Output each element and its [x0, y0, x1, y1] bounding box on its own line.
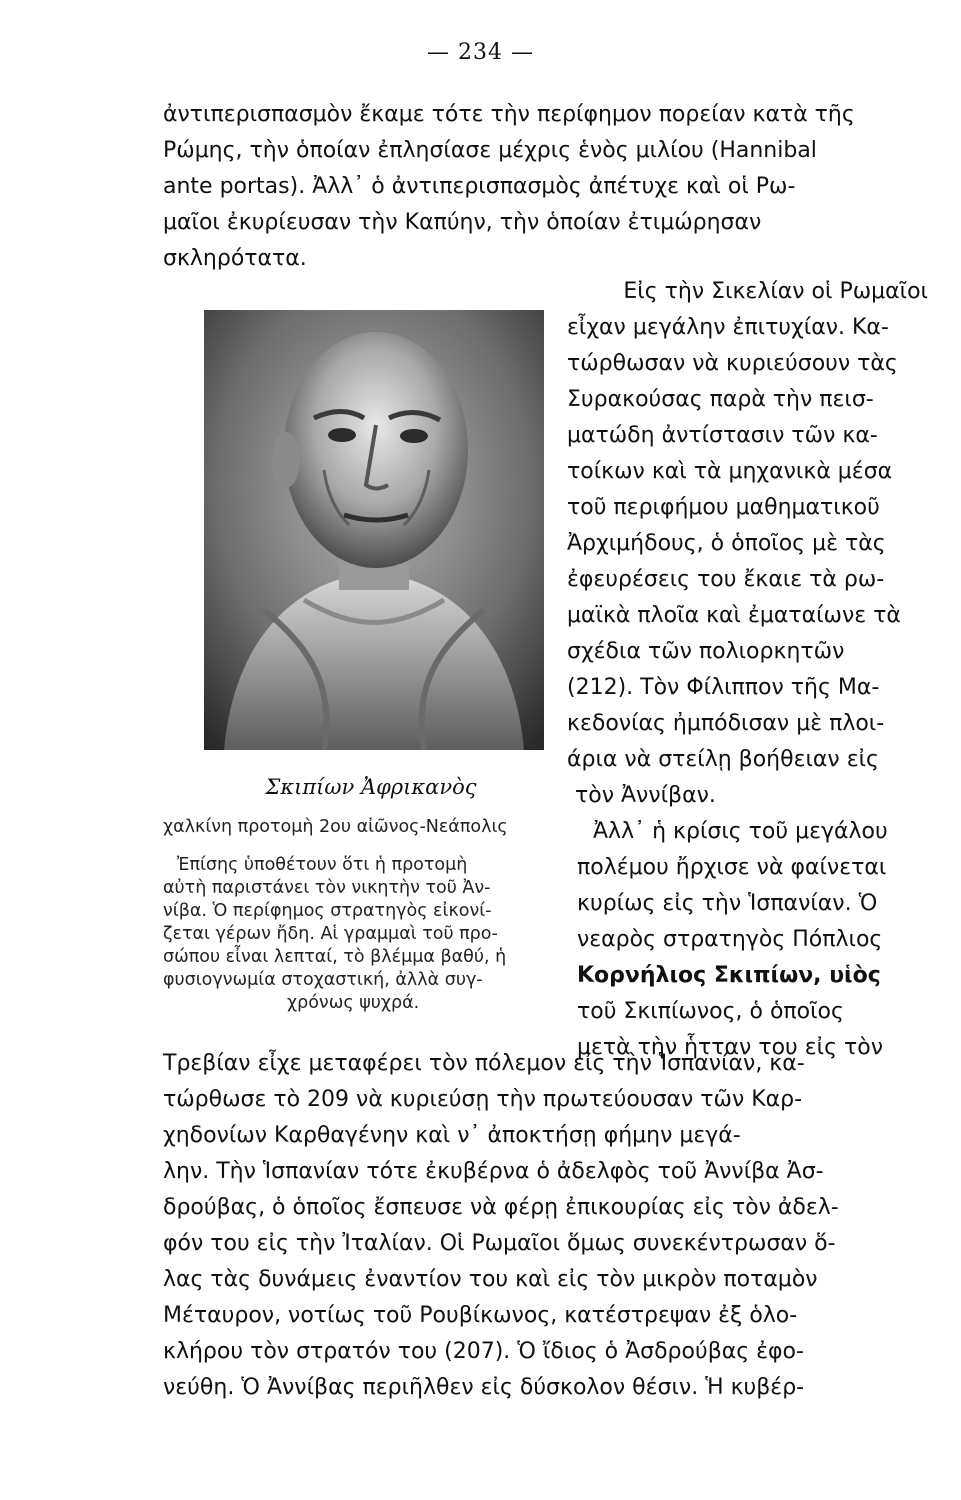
- text-line: σχέδια τῶν πολιορκητῶν: [567, 639, 845, 664]
- text-line: μαῖοι ἐκυρίευσαν τὴν Καπύην, τὴν ὁποίαν ἐτιμώρησαν: [163, 210, 762, 235]
- caption-line: αὐτὴ παριστάνει τὸν νικητὴν τοῦ Ἀν-: [163, 878, 491, 898]
- text-line: δρούβας, ὁ ὁποῖος ἔσπευσε νὰ φέρῃ ἐπικουρίας εἰς τὸν ἀδελ-: [163, 1195, 839, 1220]
- text-line: λας τὰς δυνάμεις ἐναντίον του καὶ εἰς τὸν μικρὸν ποταμὸν: [163, 1267, 818, 1292]
- caption-line: φυσιογνωμία στοχαστική, ἀλλὰ συγ-: [163, 970, 483, 990]
- text-line: εἶχαν μεγάλην ἐπιτυχίαν. Κα-: [567, 315, 889, 340]
- text-line: χηδονίων Καρθαγένην καὶ ν᾽ ἀποκτήσῃ φήμην μεγά-: [163, 1123, 741, 1148]
- text-line: τώρθωσε τὸ 209 νὰ κυριεύσῃ τὴν πρωτεύουσαν τῶν Καρ-: [163, 1087, 803, 1112]
- caption-subtitle: χαλκίνη προτομὴ 2ου αἰῶνος-Νεάπολις: [163, 817, 508, 837]
- caption-line: σώπου εἶναι λεπταί, τὸ βλέμμα βαθύ, ἡ: [163, 947, 507, 967]
- text-line: μαϊκὰ πλοῖα καὶ ἐματαίωνε τὰ: [567, 603, 901, 628]
- text-line: ante portas). Ἀλλ᾽ ὁ ἀντιπερισπασμὸς ἀπέτυχε καὶ οἱ Ρω-: [163, 174, 796, 199]
- text-line: τοῦ περιφήμου μαθηματικοῦ: [567, 495, 880, 520]
- text-line: λην. Τὴν Ἱσπανίαν τότε ἐκυβέρνα ὁ ἀδελφὸς τοῦ Ἀννίβα Ἀσ-: [163, 1159, 824, 1184]
- text-line: Μέταυρον, νοτίως τοῦ Ρουβίκωνος, κατέστρεψαν ἐξ ὁλο-: [163, 1303, 798, 1328]
- text-line: κυρίως εἰς τὴν Ἱσπανίαν. Ὁ: [577, 891, 878, 916]
- caption-title: Σκιπίων Ἀφρικανὸς: [265, 775, 477, 799]
- text-line: ἀντιπερισπασμὸν ἔκαμε τότε τὴν περίφημον πορείαν κατὰ τῆς: [163, 102, 855, 127]
- caption-line: χρόνως ψυχρά.: [287, 993, 420, 1013]
- text-line: νεύθη. Ὁ Ἀννίβας περιῆλθεν εἰς δύσκολον θέσιν. Ἡ κυβέρ-: [163, 1375, 805, 1400]
- caption-line: νίβα. Ὁ περίφημος στρατηγὸς εἰκονί-: [163, 901, 492, 921]
- caption-line: Ἐπίσης ὑποθέτουν ὅτι ἡ προτομὴ: [177, 855, 468, 875]
- text-line: ἐφευρέσεις του ἔκαιε τὰ ρω-: [567, 567, 885, 592]
- page-number: — 234 —: [427, 40, 534, 65]
- text-line: τὸν Ἀννίβαν.: [575, 783, 716, 808]
- text-line: κεδονίας ἠμπόδισαν μὲ πλοι-: [567, 711, 885, 736]
- text-line: Συρακούσας παρὰ τὴν πεισ-: [567, 387, 874, 412]
- text-line: μετὰ τὴν ἧτταν του εἰς τὸν: [577, 1035, 883, 1060]
- text-line: Ρώμης, τὴν ὁποίαν ἐπλησίασε μέχρις ἑνὸς μιλίου (Hannibal: [163, 138, 817, 163]
- text-line: Ἀρχιμήδους, ὁ ὁποῖος μὲ τὰς: [567, 531, 886, 556]
- text-line: (212). Τὸν Φίλιππον τῆς Μα-: [567, 675, 880, 700]
- text-line: κλήρου τὸν στρατόν του (207). Ὁ ἴδιος ὁ Ἀσδρούβας ἐφο-: [163, 1339, 804, 1364]
- text-line: πολέμου ἤρχισε νὰ φαίνεται: [577, 855, 887, 880]
- bust-photograph: [204, 310, 544, 750]
- text-line: τοῦ Σκιπίωνος, ὁ ὁποῖος: [577, 999, 844, 1024]
- text-line: νεαρὸς στρατηγὸς Πόπλιος: [577, 927, 883, 952]
- text-line: ματώδη ἀντίστασιν τῶν κα-: [567, 423, 878, 448]
- text-line: Τρεβίαν εἶχε μεταφέρει τὸν πόλεμον εἰς τὴν Ἱσπανίαν, κα-: [163, 1051, 805, 1076]
- text-line: Εἰς τὴν Σικελίαν οἱ Ρωμαῖοι: [623, 279, 928, 304]
- text-line: σκληρότατα.: [163, 246, 307, 271]
- text-line: τοίκων καὶ τὰ μηχανικὰ μέσα: [567, 459, 893, 484]
- text-line: Κορνήλιος Σκιπίων, υἱὸς: [577, 963, 881, 988]
- text-line: φόν του εἰς τὴν Ἰταλίαν. Οἱ Ρωμαῖοι ὅμως συνεκέντρωσαν ὅ-: [163, 1231, 836, 1256]
- text-line: Ἀλλ᾽ ἡ κρίσις τοῦ μεγάλου: [593, 819, 888, 844]
- scipio-bust-illustration: [204, 310, 544, 750]
- text-line: τώρθωσαν νὰ κυριεύσουν τὰς: [567, 351, 898, 376]
- text-line: άρια νὰ στείλῃ βοήθειαν εἰς: [567, 747, 879, 772]
- caption-line: ζεται γέρων ἤδη. Αἱ γραμμαὶ τοῦ προ-: [163, 924, 498, 944]
